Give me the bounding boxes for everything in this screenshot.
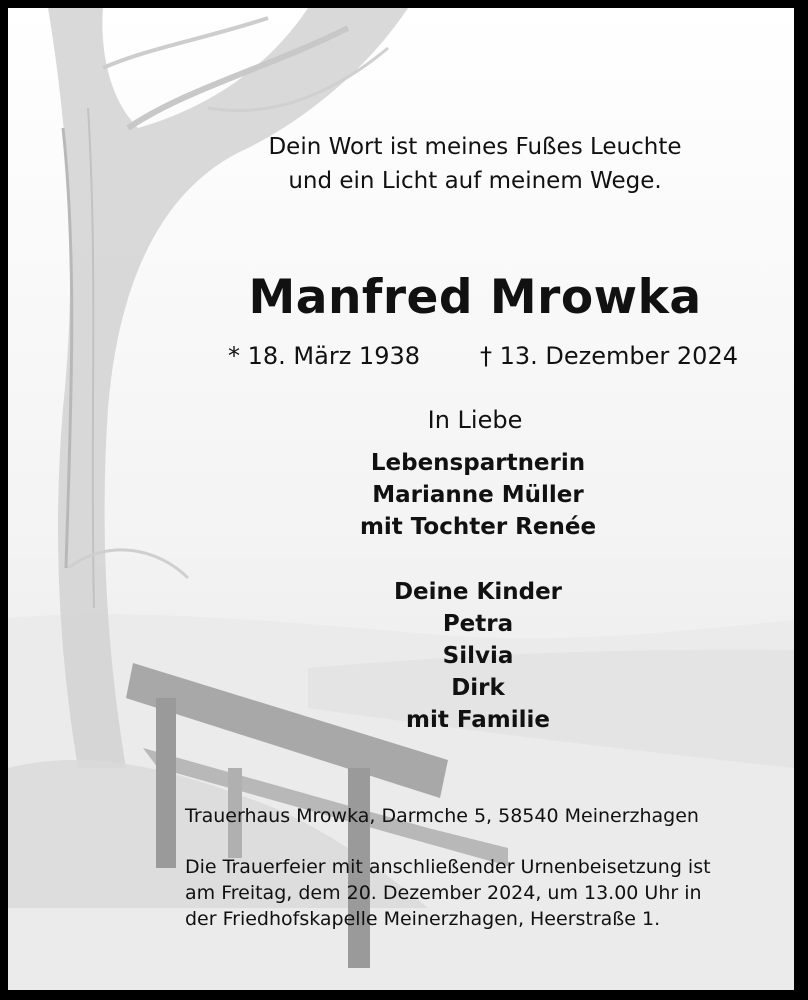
mourner-line: Marianne Müller xyxy=(372,482,584,508)
verse-line: und ein Licht auf meinem Wege. xyxy=(288,168,662,194)
mourner-line: Lebenspartnerin xyxy=(370,450,586,476)
obituary-content xyxy=(8,8,794,990)
mourner-line: Silvia xyxy=(442,643,514,669)
death-date: † 13. Dezember 2024 xyxy=(480,342,738,370)
obituary-card xyxy=(8,8,794,990)
bible-verse xyxy=(168,130,782,198)
mourner-line: mit Tochter Renée xyxy=(359,514,597,540)
funeral-ceremony-info xyxy=(185,854,785,932)
children-group xyxy=(248,576,708,736)
mourner-line: Deine Kinder xyxy=(393,579,563,605)
mourner-line: Dirk xyxy=(451,675,505,701)
ceremony-line: am Freitag, dem 20. Dezember 2024, um 13.00 Uhr in xyxy=(185,882,702,904)
ceremony-line: der Friedhofskapelle Meinerzhagen, Heerstraße 1. xyxy=(185,908,661,930)
in-liebe-heading: In Liebe xyxy=(427,406,523,434)
ceremony-line: Die Trauerfeier mit anschließender Urnenbeisetzung ist xyxy=(185,856,711,878)
mourning-house-address: Trauerhaus Mrowka, Darmche 5, 58540 Meinerzhagen xyxy=(185,805,699,827)
deceased-name: Manfred Mrowka xyxy=(248,270,702,325)
verse-line: Dein Wort ist meines Fußes Leuchte xyxy=(268,134,682,160)
partner-group xyxy=(248,447,708,543)
mourner-line: Petra xyxy=(442,611,514,637)
birth-date: * 18. März 1938 xyxy=(228,342,421,370)
mourner-line: mit Familie xyxy=(406,707,550,733)
